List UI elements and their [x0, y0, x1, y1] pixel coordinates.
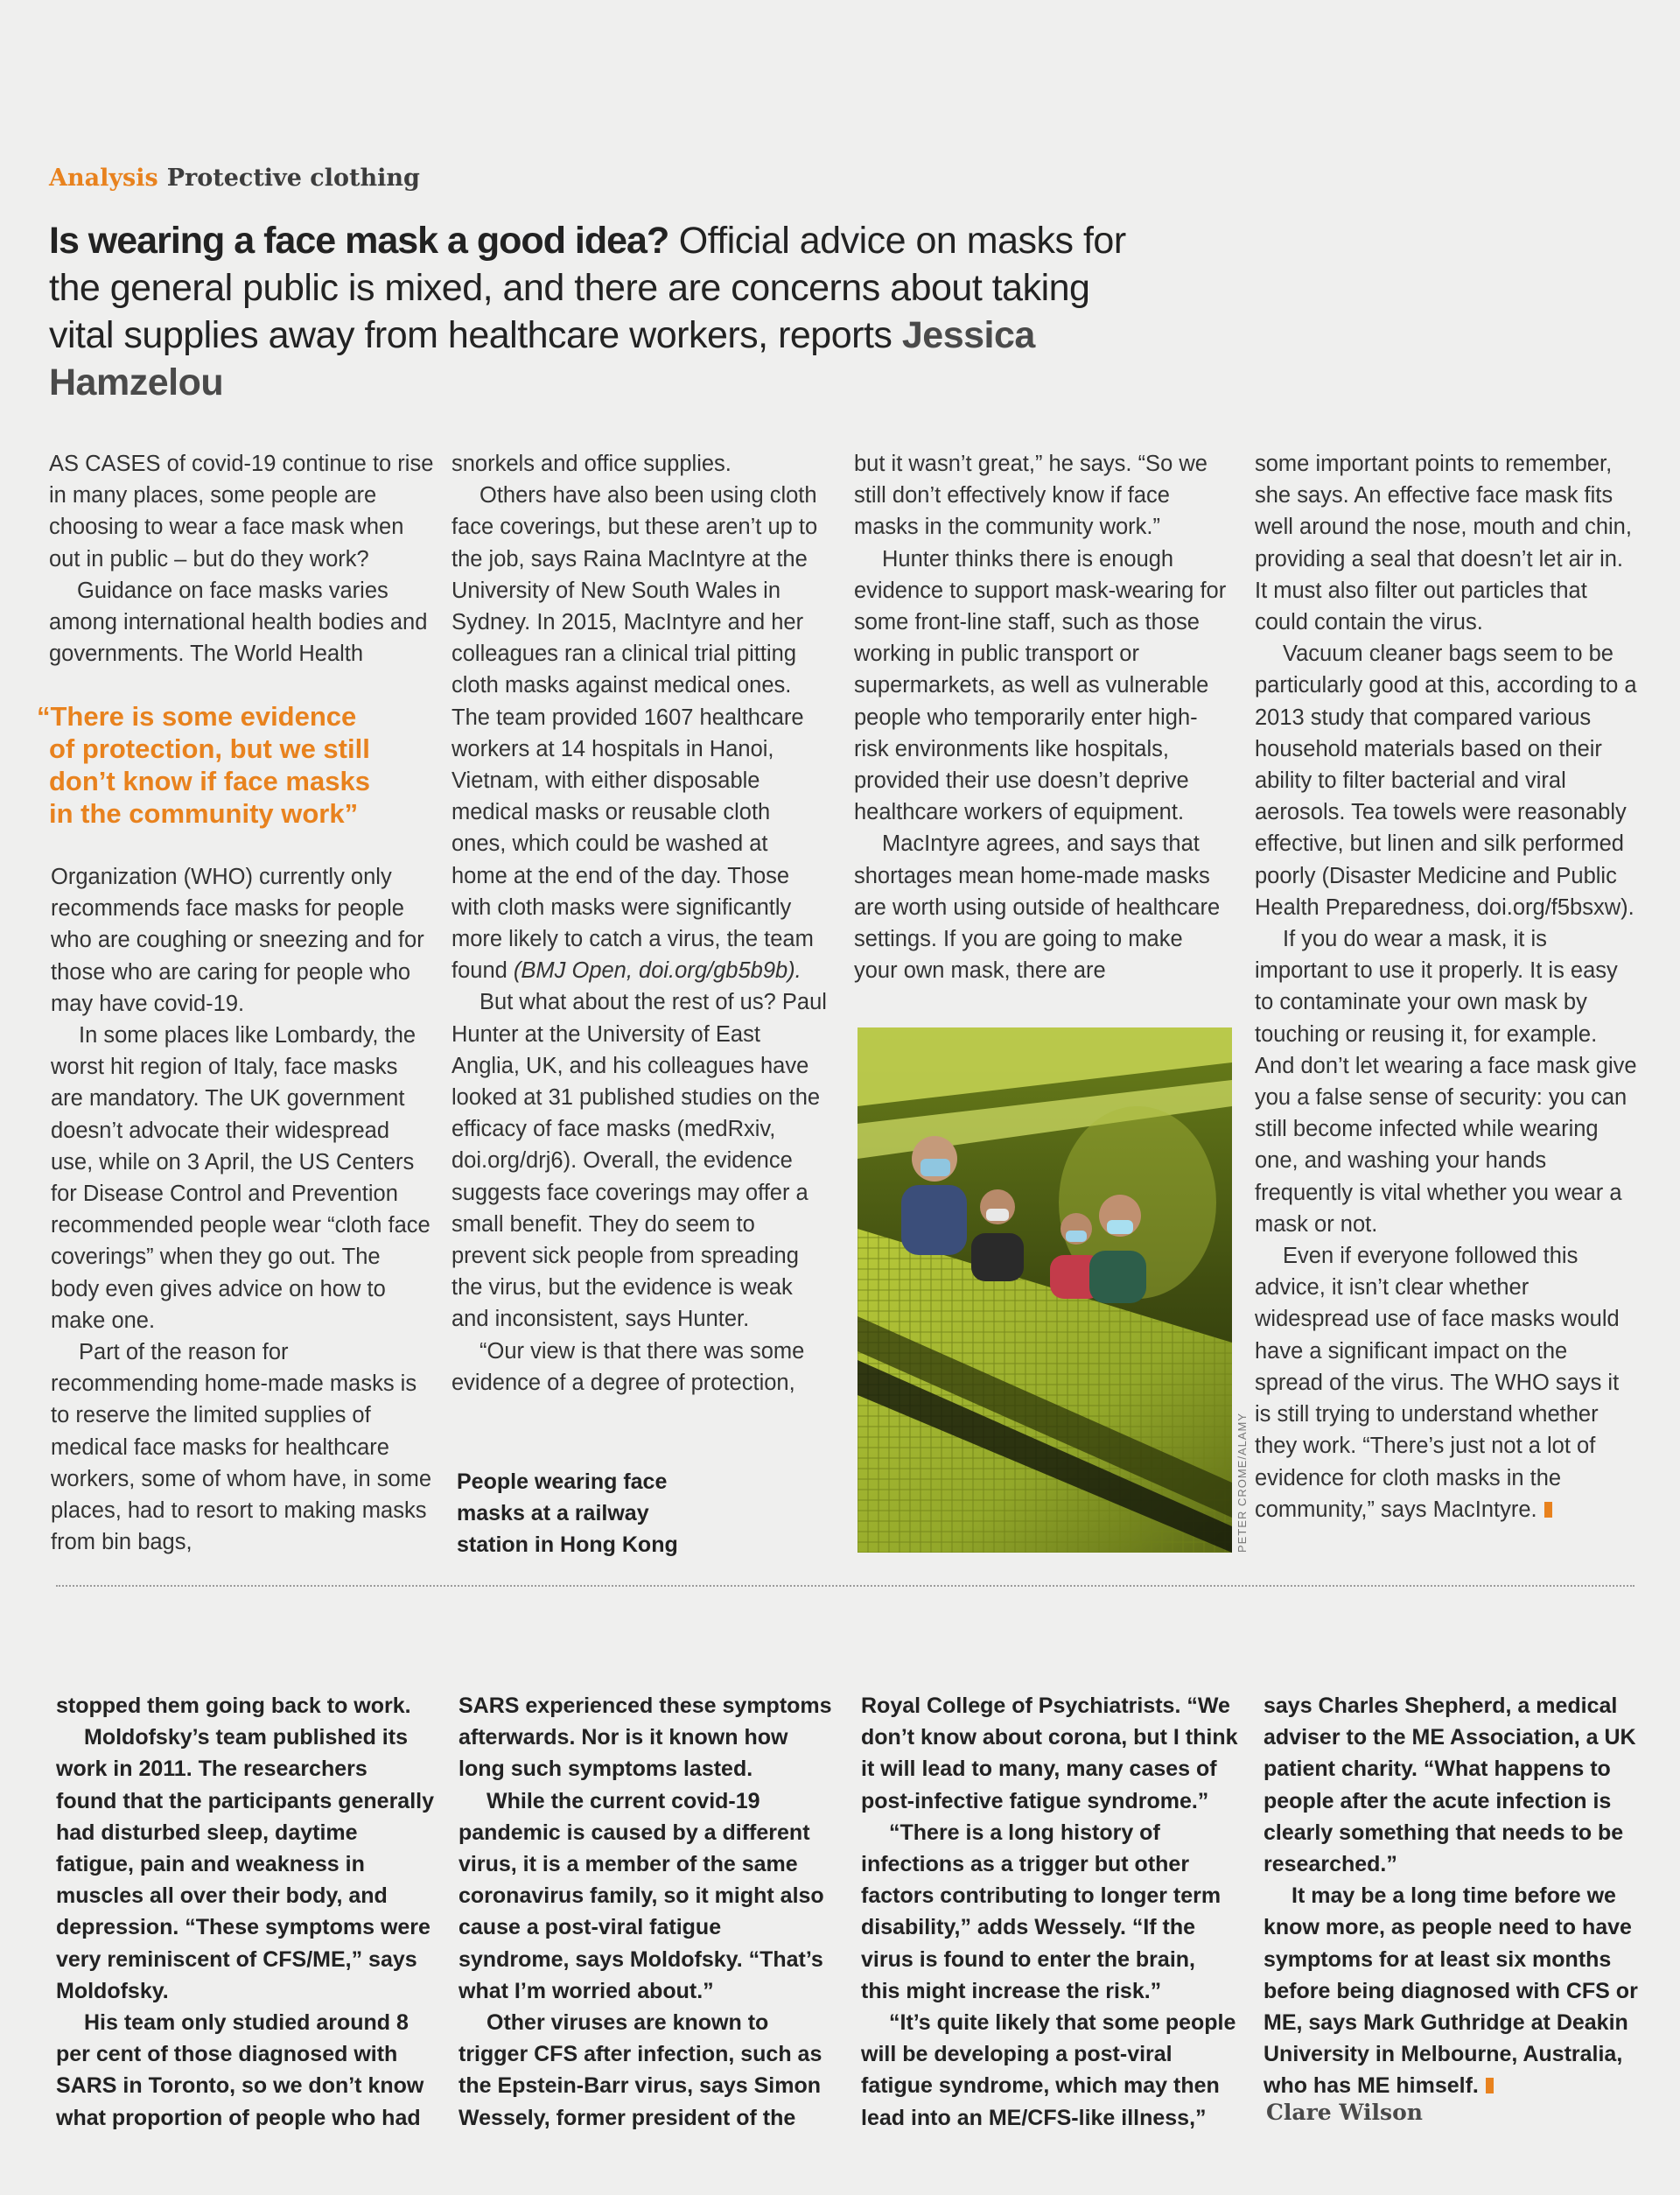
- paragraph: “It’s quite likely that some people will be developing a post-viral fatigue syndrome, which may then lead into an ME/CFS-like illness,”: [861, 2010, 1236, 2130]
- headline-author: Jessica Hamzelou: [49, 314, 1035, 403]
- section-topic: Protective clothing: [166, 165, 420, 192]
- paragraph: “There is a long history of infections as a trigger but other factors contributing to longer term disability,” adds Wessely. “If the virus is found to enter the brain, this might increase the risk.”: [861, 1820, 1222, 2003]
- article-column-3: [854, 448, 1230, 986]
- article-column-4: [1255, 448, 1638, 1525]
- paragraph: but it wasn’t great,” he says. “So we still don’t effectively know if face masks in the community work.”: [854, 452, 1208, 540]
- end-mark-icon: [1544, 1502, 1552, 1518]
- paragraph: If you do wear a mask, it is important to use it properly. It is easy to contaminate your own mask by touching or reusing it, for example. And don’t let wearing a face mask give you a false sense of security: you can still become infected while wearing one, and washing your hands frequently is vital whether you wear a mask or not.: [1255, 927, 1637, 1237]
- second-article-column-4: [1264, 1690, 1642, 2102]
- paragraph: “Our view is that there was some evidence of a degree of protection,: [452, 1338, 805, 1395]
- photo-credit: PETER CROME/ALAMY: [1236, 1412, 1249, 1553]
- photo-face-masks-hong-kong: [858, 1027, 1232, 1553]
- paragraph-text: Even if everyone followed this advice, it isn’t clear whether widespread use of face masks would have a significant impact on the spread of the virus. The WHO says it is still trying to understand whether they work. “There’s just not a lot of evidence for cloth masks in the community,” says MacIntyre.: [1255, 1244, 1620, 1522]
- pull-quote: [37, 700, 422, 830]
- paragraph: Moldofsky’s team published its work in 2011. The researchers found that the participants generally had disturbed sleep, daytime fatigue, pain and weakness in muscles all over their body, and depression. “These symptoms were very reminiscent of CFS/ME,” says Moldofsky.: [56, 1725, 434, 2003]
- pull-quote-line: in the community work”: [49, 798, 359, 829]
- paragraph: Hunter thinks there is enough evidence to support mask-wearing for some front-line staff, such as those working in public transport or supermarkets, as well as vulnerable people who temporarily enter high-risk environments like hospitals, provided their use doesn’t deprive healthcare workers of equipment.: [854, 546, 1227, 825]
- paragraph: [452, 480, 830, 986]
- photo-illustration: [858, 1027, 1232, 1553]
- paragraph: [1264, 1880, 1642, 2101]
- headline-question: Is wearing a face mask a good idea?: [49, 220, 669, 262]
- second-article-column-1: [56, 1690, 434, 2134]
- paragraph: snorkels and office supplies.: [452, 452, 732, 476]
- second-article-column-2: [458, 1690, 836, 2134]
- paragraph: Organization (WHO) currently only recommends face masks for people who are coughing or sneezing and for those who are caring for people who may have covid-19.: [51, 865, 424, 1016]
- paragraph: AS CASES of covid-19 continue to rise in many places, some people are choosing to wear a face mask when out in public – but do they work?: [49, 452, 434, 572]
- paragraph: Part of the reason for recommending home-made masks is to reserve the limited supplies of medical face masks for healthcare workers, some of whom have, in some places, had to resort to making masks from bin bags,: [51, 1340, 432, 1555]
- pull-quote-line: “There is some evidence: [37, 701, 357, 732]
- paragraph: [1255, 1240, 1638, 1525]
- paragraph: stopped them going back to work.: [56, 1694, 411, 1718]
- headline-standfirst: Official advice on masks for the general public is mixed, and there are concerns about taking vital supplies away from healthcare workers, reports: [49, 220, 1126, 356]
- article-column-1-top: [49, 448, 434, 670]
- paragraph: His team only studied around 8 per cent of those diagnosed with SARS in Toronto, so we don’t know what proportion of people who had: [56, 2010, 424, 2130]
- paragraph: But what about the rest of us? Paul Hunter at the University of East Anglia, UK, and his colleagues have looked at 31 published studies on the efficacy of face masks (medRxiv, doi.org/drj6). Overall, the evidence suggests face coverings may offer a small benefit. They do seem to prevent sick people from spreading the virus, but the evidence is weak and inconsistent, says Hunter.: [452, 990, 827, 1332]
- photo-caption: People wearing face masks at a railway station in Hong Kong: [457, 1469, 678, 1557]
- article-column-1-bottom: [51, 861, 432, 1558]
- paragraph: Vacuum cleaner bags seem to be particularly good at this, according to a 2013 study that compared various household materials based on their ability to filter bacterial and viral aerosols. Tea towels were reasonably effective, but linen and silk performed poorly (Disaster Medicine and Public Health Preparedness, doi.org/f5bsxw).: [1255, 642, 1637, 920]
- pull-quote-line: don’t know if face masks: [49, 766, 370, 796]
- pull-quote-line: of protection, but we still: [49, 733, 370, 764]
- paragraph-text: It may be a long time before we know more, as people need to have symptoms for at least six months before being diagnosed with CFS or ME, says Mark Guthridge at Deakin University in Melbourne, Australia, who has ME himself.: [1264, 1883, 1638, 2099]
- paragraph: While the current covid-19 pandemic is caused by a different virus, it is a member of the same coronavirus family, so it might also cause a post-viral fatigue syndrome, says Moldofsky. “That’s what I’m worried about.”: [458, 1788, 824, 2003]
- second-article-column-3: [861, 1690, 1239, 2134]
- paragraph: Royal College of Psychiatrists. “We don’t know about corona, but I think it will lead to many, many cases of post-infective fatigue syndrome.”: [861, 1694, 1238, 1813]
- headline: [49, 217, 1134, 406]
- byline: Clare Wilson: [1266, 2100, 1423, 2125]
- paragraph: says Charles Shepherd, a medical adviser to the ME Association, a UK patient charity. “What happens to people after the acute infection is clearly something that needs to be researched.”: [1264, 1694, 1636, 1877]
- paragraph: SARS experienced these symptoms afterwards. Nor is it known how long such symptoms lasted.: [458, 1694, 832, 1782]
- paragraph-text: Others have also been using cloth face coverings, but these aren’t up to the job, says Raina MacIntyre at the University of New South Wales in Sydney. In 2015, MacIntyre and her colleagues ran a clinical trial pitting cloth masks against medical ones. The team provided 1607 healthcare workers at 14 hospitals in Hanoi, Vietnam, with either disposable medical masks or reusable cloth ones, which could be washed at home at the end of the day. Those with cloth masks were significantly more likely to catch a virus, the team found: [452, 483, 818, 984]
- paragraph: MacIntyre agrees, and says that shortages mean home-made masks are worth using outside of healthcare settings. If you are going to make your own mask, there are: [854, 831, 1221, 984]
- section-label: [49, 165, 420, 192]
- citation: (BMJ Open, doi.org/gb5b9b).: [513, 958, 802, 984]
- paragraph: some important points to remember, she says. An effective face mask fits well around the nose, mouth and chin, providing a seal that doesn’t let air in. It must also filter out particles that could contain the virus.: [1255, 452, 1632, 635]
- section-category: Analysis: [49, 165, 158, 192]
- paragraph: In some places like Lombardy, the worst hit region of Italy, face masks are mandatory. The UK government doesn’t advocate their widespread use, while on 3 April, the US Centers for Disease Control and Prevention recommended people wear “cloth face coverings” when they go out. The body even gives advice on how to make one.: [51, 1023, 430, 1333]
- paragraph: Guidance on face masks varies among international health bodies and governments. The World Health: [49, 578, 428, 667]
- paragraph: Other viruses are known to trigger CFS after infection, such as the Epstein-Barr virus, says Simon Wessely, former president of the: [458, 2010, 822, 2130]
- end-mark-icon: [1486, 2078, 1494, 2093]
- section-divider: [56, 1585, 1634, 1587]
- article-column-2: [452, 448, 830, 1399]
